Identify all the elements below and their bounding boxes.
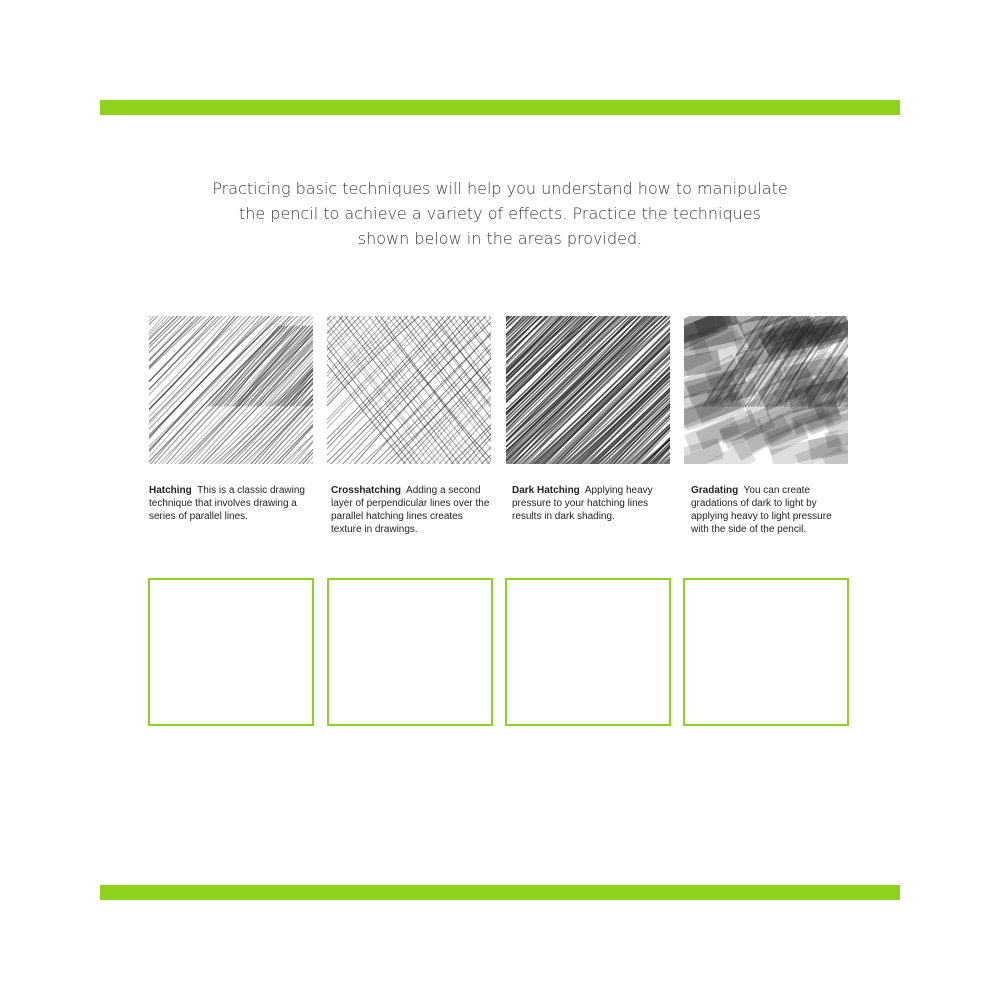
- hatching-description: [149, 484, 319, 523]
- technique-title: Gradating: [691, 485, 739, 496]
- dark-hatching-practice-area[interactable]: [505, 578, 671, 726]
- technique-text: This is a classic drawing technique that involves drawing a series of parallel lines.: [149, 485, 305, 522]
- intro-line: shown below in the areas provided.: [357, 229, 643, 248]
- technique-title: Dark Hatching: [512, 485, 580, 496]
- crosshatching-practice-area[interactable]: [327, 578, 493, 726]
- technique-title: Hatching: [149, 485, 192, 496]
- gradating-description: [691, 484, 851, 536]
- top-accent-bar: [100, 100, 900, 115]
- crosshatching-description: [331, 484, 491, 536]
- technique-text: Adding a second layer of perpendicular lines over the parallel hatching lines creates texture in drawings.: [331, 485, 490, 535]
- technique-title: Crosshatching: [331, 485, 402, 496]
- gradating-practice-area[interactable]: [683, 578, 849, 726]
- crosshatching-swatch: [327, 316, 491, 464]
- intro-line: Practicing basic techniques will help you understand how to manipulate: [212, 179, 788, 198]
- dark-hatching-description: [512, 484, 662, 523]
- dark-hatching-swatch: [506, 316, 670, 464]
- hatching-swatch: [149, 316, 313, 464]
- hatching-practice-area[interactable]: [148, 578, 314, 726]
- technique-text: You can create gradations of dark to light by applying heavy to light pressure with the side of the pencil.: [691, 485, 832, 535]
- gradating-swatch: [684, 316, 848, 464]
- bottom-accent-bar: [100, 885, 900, 900]
- technique-text: Applying heavy pressure to your hatching lines results in dark shading.: [512, 485, 653, 522]
- intro-text: [150, 176, 850, 251]
- intro-line: the pencil to achieve a variety of effects. Practice the techniques: [239, 204, 761, 223]
